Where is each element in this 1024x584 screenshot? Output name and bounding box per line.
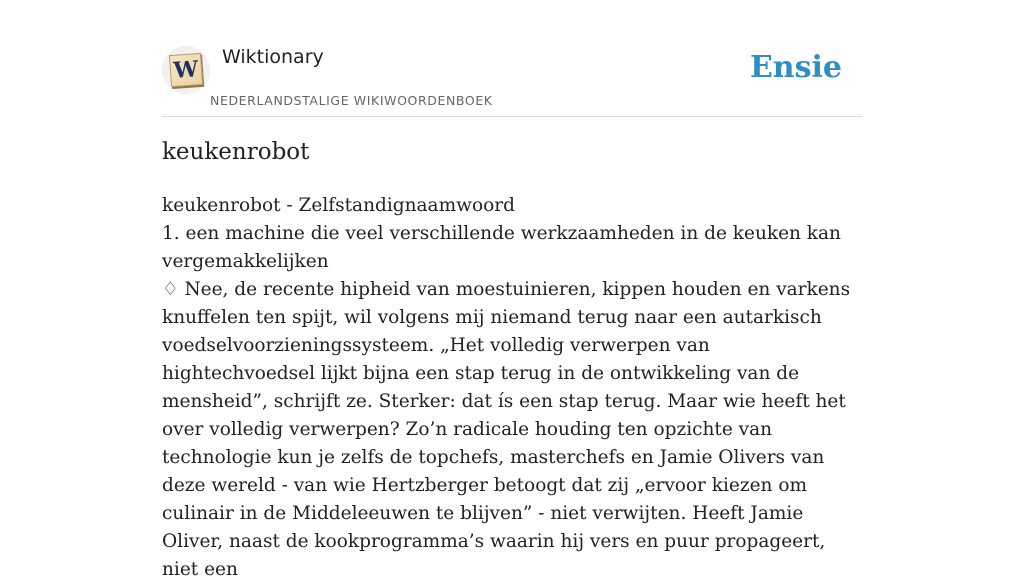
word-class-line: keukenrobot - Zelfstandignaamwoord bbox=[162, 195, 515, 216]
site-subtitle: NEDERLANDSTALIGE WIKIWOORDENBOEK bbox=[210, 93, 493, 108]
entry-title: keukenrobot bbox=[162, 139, 310, 165]
example-quote: ♢ Nee, de recente hipheid van moestuinieren, kippen houden en varkens knuffelen ten spijt, wil volgens mij niemand terug naar een autarkisch voedselvoorzieningssysteem. „Het volledig verwerpen van hightechvoedsel lijkt bijna een stap terug in de ontwikkeling van de mensheid”, schrijft ze. Sterker: dat ís een stap terug. Maar wie heeft het over volledig verwerpen? Zo’n radicale houding ten opzichte van technologie kun je zelfs de topchefs, masterchefs en Jamie Olivers van deze wereld - van wie Hertzberger betoogt dat zij „ervoor kiezen om culinair in de Middeleeuwen te blijven” - niet verwijten. Heeft Jamie Oliver, naast de kookprogramma’s waarin hij vers en puur propageert, niet een bbox=[162, 279, 851, 580]
definition: 1. een machine die veel verschillende werkzaamheden in de keuken kan vergemakkelijken bbox=[162, 223, 841, 272]
entry-content bbox=[162, 192, 862, 584]
site-header bbox=[162, 40, 862, 117]
logo-tile-icon: W bbox=[169, 53, 203, 87]
wiktionary-logo[interactable] bbox=[162, 46, 210, 94]
site-name[interactable]: Wiktionary bbox=[222, 46, 324, 68]
ensie-brand-logo[interactable]: Ensie bbox=[749, 50, 842, 85]
